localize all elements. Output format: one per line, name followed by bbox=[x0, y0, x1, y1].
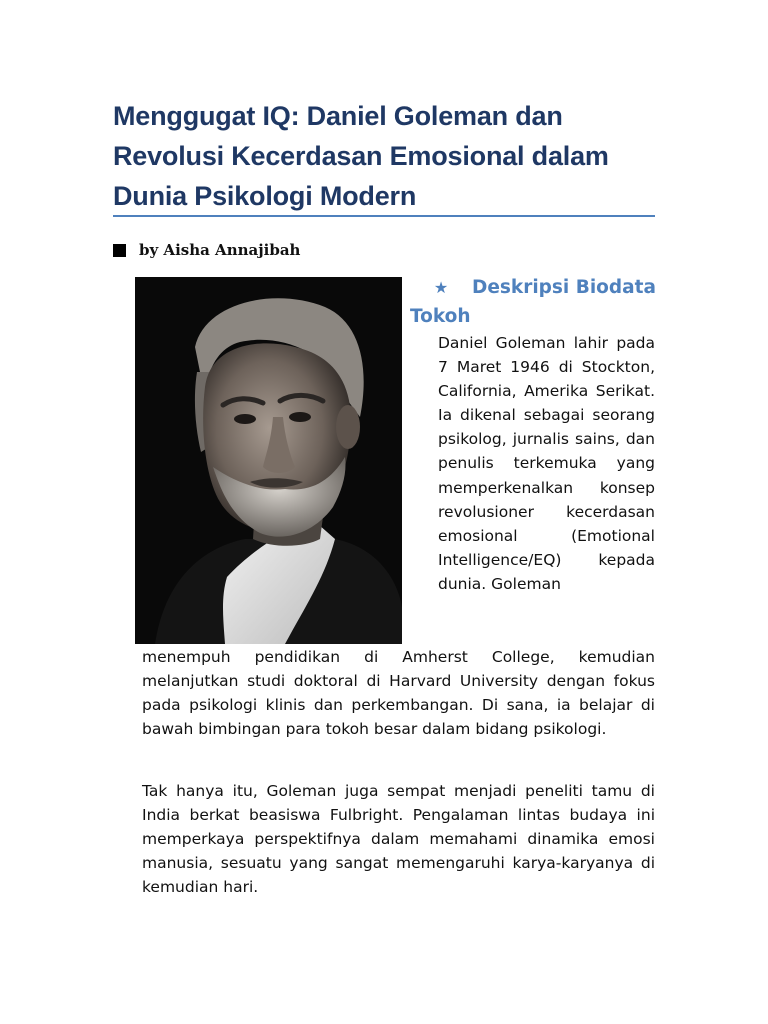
page-title: Menggugat IQ: Daniel Goleman dan Revolusi Kecerdasan Emosional dalam Dunia Psikologi Modern bbox=[113, 101, 609, 211]
portrait-photo bbox=[135, 277, 402, 644]
title-divider bbox=[113, 215, 655, 217]
paragraph-biodata-continued: menempuh pendidikan di Amherst College, kemudian melanjutkan studi doktoral di Harvard University dengan fokus pada psikologi klinis dan perkembangan. Di sana, ia belajar di bawah bimbingan para tokoh besar dalam bidang psikologi. bbox=[142, 648, 655, 739]
paragraph-biodata-wrap: Daniel Goleman lahir pada 7 Maret 1946 di Stockton, California, Amerika Serikat. Ia dikenal sebagai seorang psikolog, jurnalis sains, dan penulis terkemuka yang memperkenalkan konsep revolusioner kecerdasan emosional (Emotional Intelligence/EQ) kepada dunia. Goleman bbox=[438, 334, 655, 593]
byline bbox=[113, 239, 300, 261]
section-heading bbox=[410, 273, 660, 331]
paragraph-fulbright: Tak hanya itu, Goleman juga sempat menjadi peneliti tamu di India berkat beasiswa Fulbright. Pengalaman lintas budaya ini memperkaya perspektifnya dalam memahami dinamika emosi manusia, sesuatu yang sangat memengaruhi karya-karyanya di kemudian hari. bbox=[142, 782, 655, 897]
section-heading-text: Deskripsi Biodata Tokoh bbox=[410, 277, 656, 327]
square-bullet-icon bbox=[113, 244, 126, 257]
star-icon: ★ bbox=[433, 278, 449, 297]
author-name: by Aisha Annajibah bbox=[139, 241, 301, 259]
